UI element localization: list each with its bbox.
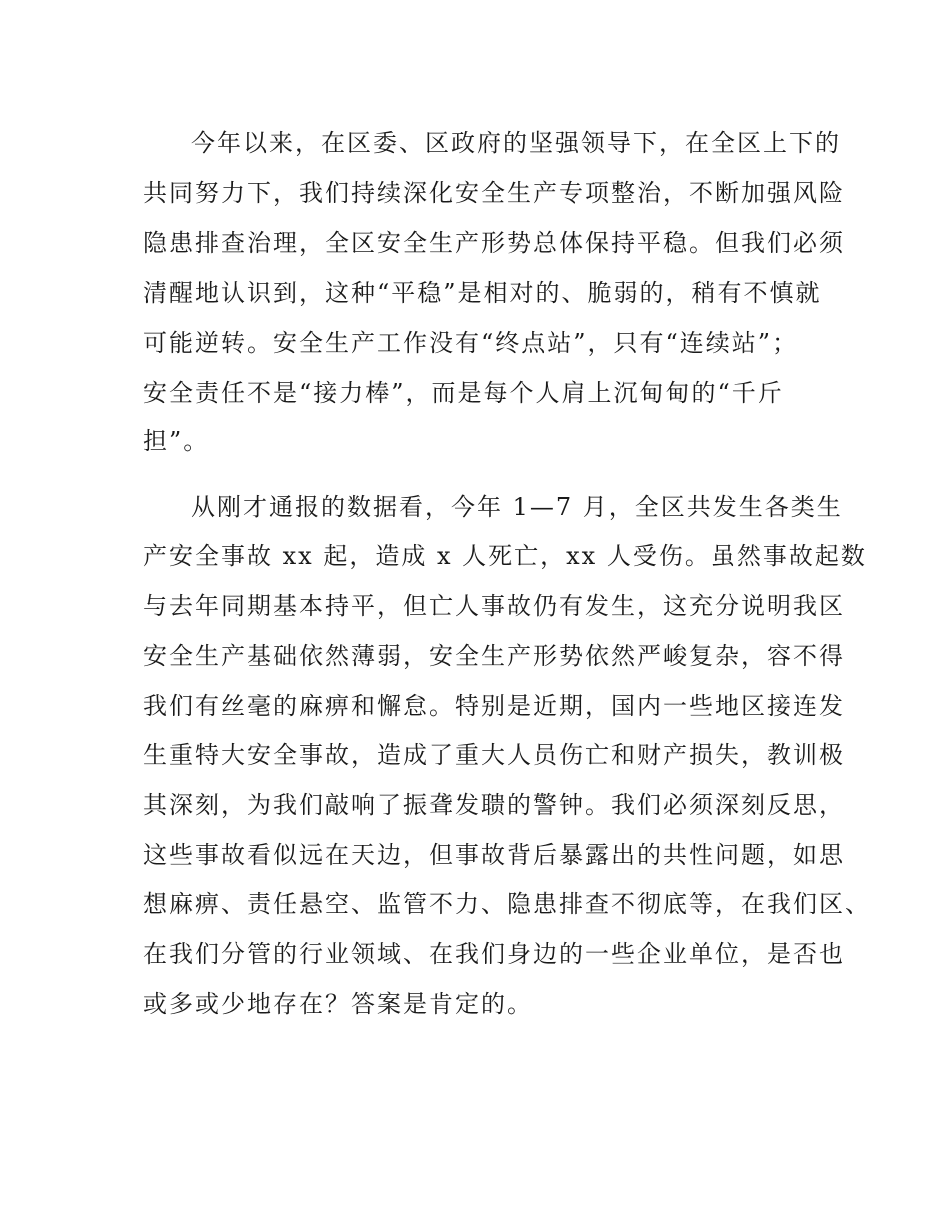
paragraph-line: 隐患排查治理，全区安全生产形势总体保持平稳。但我们必须 bbox=[143, 229, 845, 257]
paragraph-line: 可能逆转。安全生产工作没有“终点站”，只有“连续站”； bbox=[143, 329, 799, 357]
paragraph-line: 担”。 bbox=[143, 427, 210, 455]
paragraph-line: 安全生产基础依然薄弱，安全生产形势依然严峻复杂，容不得 bbox=[143, 642, 845, 670]
paragraph-line: 或多或少地存在？答案是肯定的。 bbox=[143, 990, 533, 1018]
paragraph-line: 我们有丝毫的麻痹和懈怠。特别是近期，国内一些地区接连发 bbox=[143, 692, 845, 720]
paragraph-line: 产安全事故 xx 起，造成 x 人死亡，xx 人受伤。虽然事故起数 bbox=[143, 542, 867, 570]
paragraph-line: 今年以来，在区委、区政府的坚强领导下，在全区上下的 bbox=[191, 129, 841, 157]
paragraph-line: 想麻痹、责任悬空、监管不力、隐患排查不彻底等，在我们区、 bbox=[143, 890, 871, 918]
paragraph-line: 安全责任不是“接力棒”，而是每个人肩上沉甸甸的“千斤 bbox=[143, 379, 784, 407]
paragraph-line: 从刚才通报的数据看，今年 1—7 月，全区共发生各类生 bbox=[191, 493, 843, 521]
paragraph-line: 与去年同期基本持平，但亡人事故仍有发生，这充分说明我区 bbox=[143, 592, 845, 620]
paragraph-line: 在我们分管的行业领域、在我们身边的一些企业单位，是否也 bbox=[143, 940, 845, 968]
paragraph-line: 其深刻，为我们敲响了振聋发聩的警钟。我们必须深刻反思， bbox=[143, 791, 845, 819]
paragraph-line: 这些事故看似远在天边，但事故背后暴露出的共性问题，如思 bbox=[143, 841, 845, 869]
paragraph-line: 生重特大安全事故，造成了重大人员伤亡和财产损失，教训极 bbox=[143, 741, 845, 769]
paragraph-line: 共同努力下，我们持续深化安全生产专项整治，不断加强风险 bbox=[143, 179, 845, 207]
paragraph-line: 清醒地认识到，这种“平稳”是相对的、脆弱的，稍有不慎就 bbox=[143, 279, 822, 307]
